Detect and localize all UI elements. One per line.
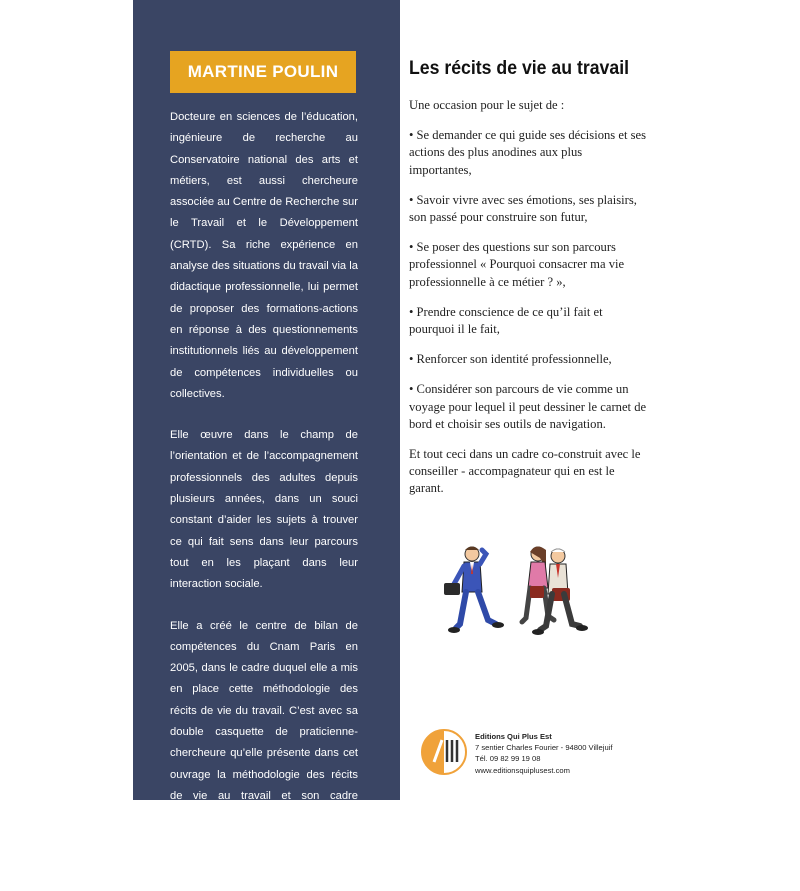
book-summary — [409, 97, 647, 511]
author-biography — [170, 107, 358, 891]
business-people-illustration — [430, 540, 590, 640]
summary-point: • Renforcer son identité professionnelle, — [409, 352, 612, 367]
summary-point: • Considérer son parcours de vie comme un voyage pour lequel il peut dessiner le carnet de bord et choisir ses outils de navigation. — [409, 382, 647, 431]
back-cover-author-panel — [133, 0, 400, 866]
summary-point: • Prendre conscience de ce qu’il fait et pourquoi il le fait, — [409, 304, 603, 337]
publisher-info — [475, 731, 665, 776]
publisher-block — [420, 728, 650, 788]
bio-paragraph: Elle a créé le centre de bilan de compétences du Cnam Paris en 2005, dans le cadre duquel elle a mis en place cette méthodologie des récits de vie du travail. C’est avec sa double casquette de praticienne-chercheure qu’elle présente dans cet ouvrage la méthodologie des récits de vie au travail et son cadre déontologique en l’illustrant d’exemples et de cas tirés de différents contextes d’exercice. — [170, 619, 358, 866]
summary-point: • Se demander ce qui guide ses décisions et ses actions des plus anodines aux plus importantes, — [409, 128, 646, 177]
publisher-logo-icon — [420, 728, 468, 776]
bio-paragraph: Docteure en sciences de l’éducation, ingénieure de recherche au Conservatoire national des arts et métiers, est aussi chercheure associée au Centre de Recherche sur le Travail et le Développement (CRTD). Sa riche expérience en analyse des situations du travail via la didactique professionnelle, lui permet de proposer des formations-actions en réponse à des questionnements institutionnels liés au développement de compétences individuelles ou collectives. — [170, 111, 358, 400]
publisher-name: Editions Qui Plus Est — [475, 732, 552, 741]
author-name-banner — [170, 51, 356, 93]
book-title: Les récits de vie au travail — [409, 58, 630, 79]
businessman-on-phone-figure — [444, 547, 504, 634]
back-cover-summary-panel — [400, 0, 667, 800]
summary-point: • Savoir vivre avec ses émotions, ses plaisirs, son passé pour construire son futur, — [409, 192, 637, 225]
couple-walking-figure — [522, 546, 588, 635]
author-name: MARTINE POULIN — [187, 62, 339, 81]
bio-paragraph: Elle œuvre dans le champ de l’orientation et de l’accompagnement professionnels des adultes depuis plusieurs années, dans un souci constant d’aider les sujets à trouver ce qui fait sens dans leur parcours tout en les plaçant dans leur interaction sociale. — [170, 429, 358, 591]
publisher-website: www.editionsquiplusest.com — [475, 765, 570, 775]
summary-conclusion: Et tout ceci dans un cadre co-construit avec le conseiller - accompagnateur qui en est le garant. — [409, 447, 641, 496]
publisher-address: 7 sentier Charles Fourier - 94800 Villejuif — [475, 743, 613, 753]
summary-intro: Une occasion pour le sujet de : — [409, 98, 565, 112]
publisher-phone: Tél. 09 82 99 19 08 — [475, 754, 541, 764]
summary-point: • Se poser des questions sur son parcours professionnel « Pourquoi consacrer ma vie professionnelle à ce métier ? », — [409, 240, 625, 289]
